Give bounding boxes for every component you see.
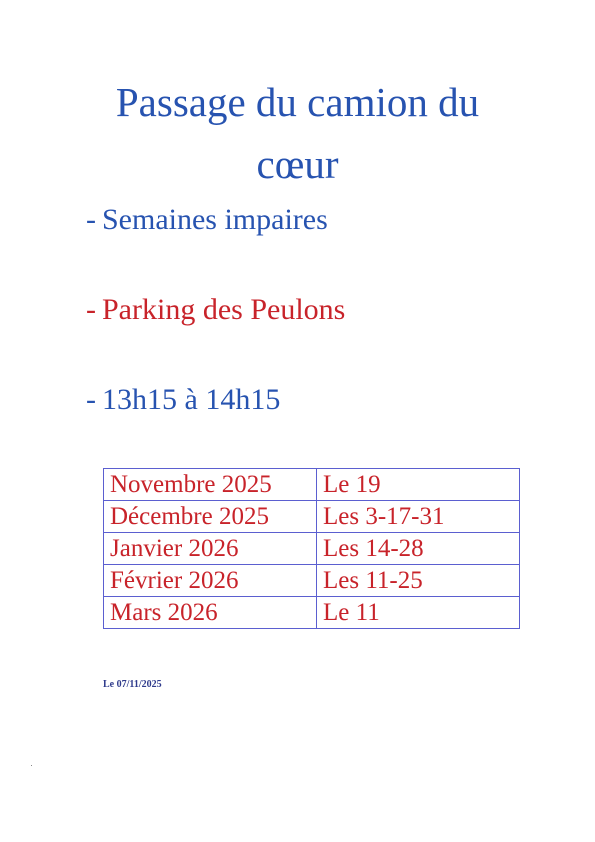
bullet-dash: -	[86, 383, 96, 416]
days-cell: Les 3-17-31	[317, 501, 520, 533]
table-row	[104, 469, 520, 501]
days-cell: Les 11-25	[317, 565, 520, 597]
bullet-text: Semaines impaires	[102, 203, 328, 236]
table-row	[104, 597, 520, 629]
table-row	[104, 533, 520, 565]
month-cell: Novembre 2025	[104, 469, 317, 501]
bullet-location	[86, 295, 345, 325]
title-line-2: cœur	[256, 141, 339, 187]
days-cell: Le 11	[317, 597, 520, 629]
bullet-weeks	[86, 205, 328, 235]
scan-speck	[31, 765, 32, 766]
month-cell: Février 2026	[104, 565, 317, 597]
bullet-dash: -	[86, 293, 96, 326]
title-line-1: Passage du camion du	[115, 79, 480, 125]
schedule-table	[103, 468, 520, 629]
bullet-dash: -	[86, 203, 96, 236]
days-cell: Les 14-28	[317, 533, 520, 565]
month-cell: Décembre 2025	[104, 501, 317, 533]
bullet-time	[86, 385, 280, 415]
table-row	[104, 501, 520, 533]
bullet-text: Parking des Peulons	[102, 293, 346, 326]
date-note: Le 07/11/2025	[103, 679, 162, 690]
month-cell: Mars 2026	[104, 597, 317, 629]
days-cell: Le 19	[317, 469, 520, 501]
table-row	[104, 565, 520, 597]
month-cell: Janvier 2026	[104, 533, 317, 565]
bullet-text: 13h15 à 14h15	[102, 383, 281, 416]
